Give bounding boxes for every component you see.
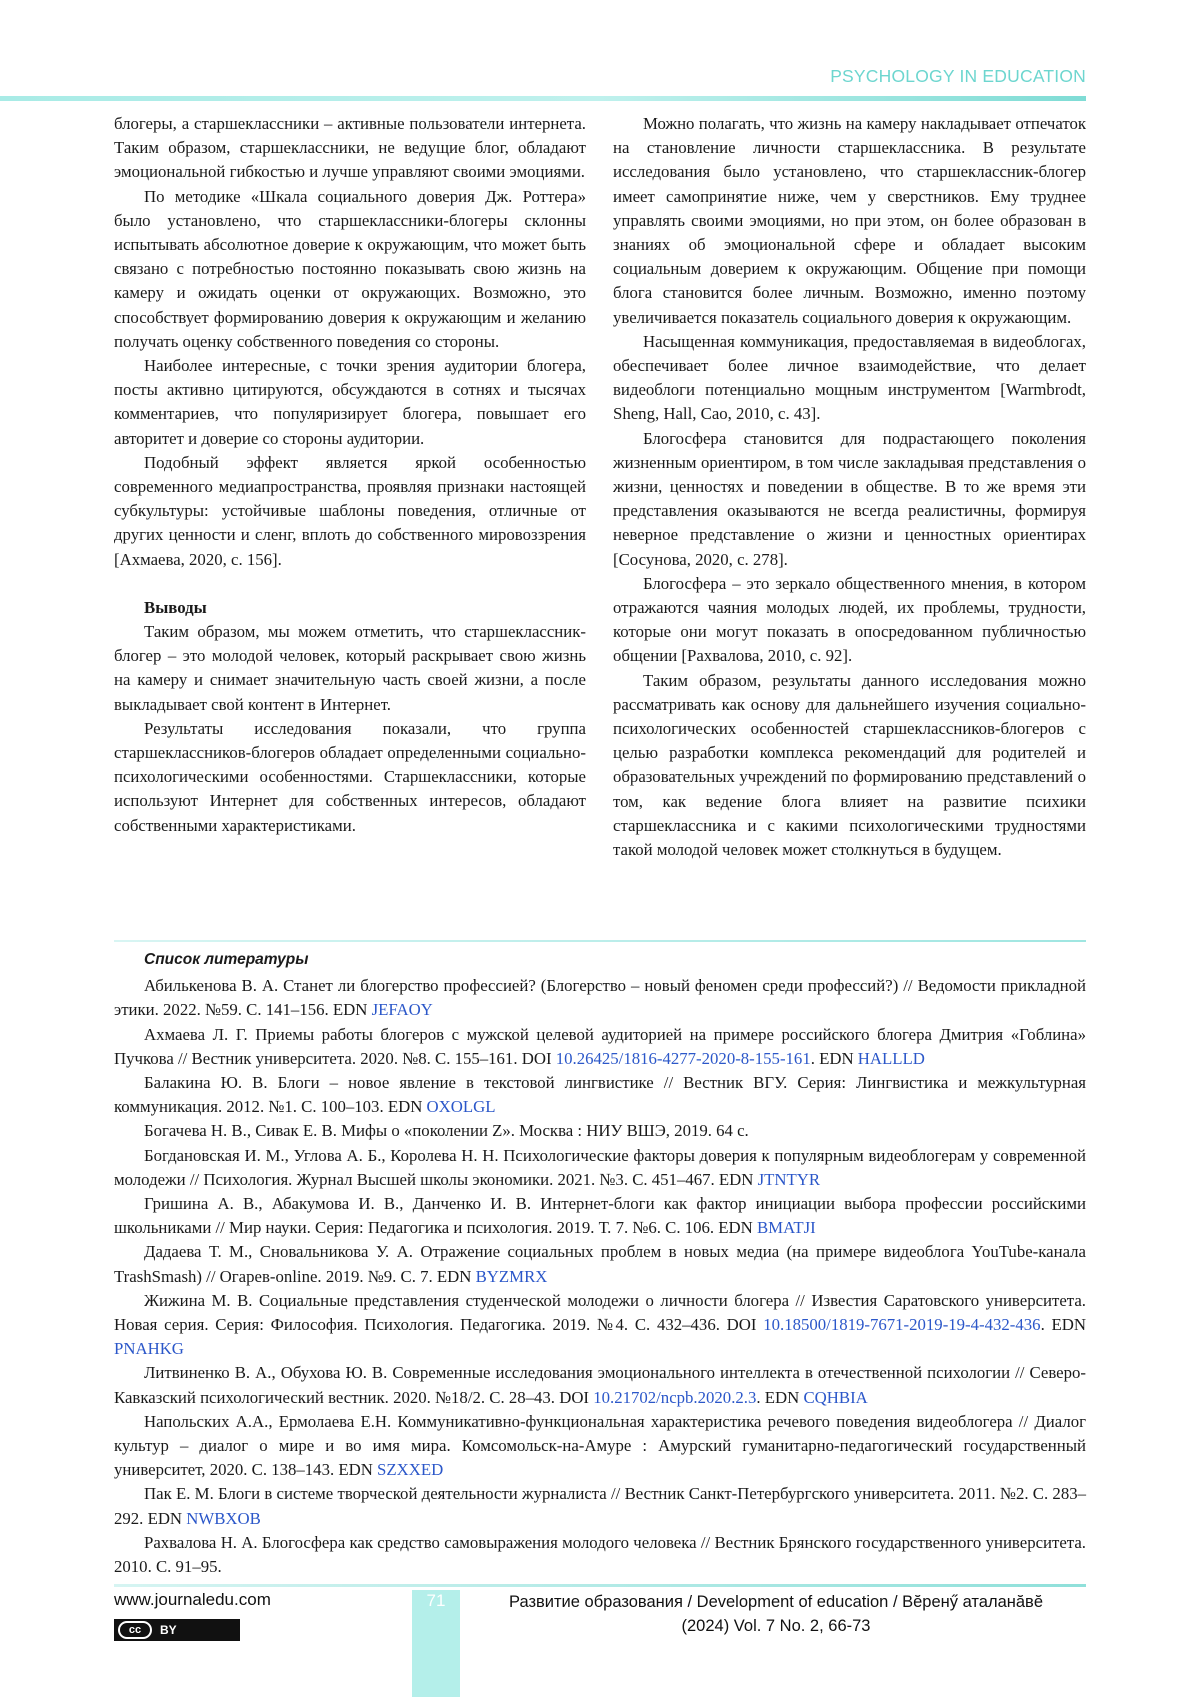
edn-link[interactable]: SZXXED — [377, 1460, 444, 1480]
journal-url[interactable]: www.journaledu.com — [114, 1590, 271, 1609]
paragraph: блогеры, а старшеклассники – активные пользователи интернета. Таким образом, старшеклассники, не ведущие блог, обладают эмоциональной гибкостью и лучше управляют своими эмоциями. — [114, 114, 586, 182]
reference-text: Дадаева Т. М., Сновальникова У. А. Отражение социальных проблем в новых медиа (на примере видеоблога YouTube-канала TrashSmash) // Огарев-online. 2019. №9. С. 7. EDN — [114, 1242, 1086, 1286]
paragraph: Блогосфера становится для подрастающего поколения жизненным ориентиром, в том числе закладывая представления о жизни, ценностях и поведении в обществе. В то же время эти представления оказываются не всегда реалистичны, формируя неверное представление о жизни и ценностных ориентирах [Сосунова, 2020, с. 278]. — [613, 428, 1086, 569]
reference-item — [114, 1289, 1086, 1362]
edn-link[interactable]: NWBXOB — [186, 1508, 261, 1528]
section-heading: Выводы — [144, 597, 207, 617]
right-column — [613, 112, 1086, 862]
spacer — [114, 572, 586, 596]
reference-item — [114, 1071, 1086, 1119]
reference-item — [114, 974, 1086, 1022]
reference-text: Богачева Н. В., Сивак Е. В. Мифы о «поколении Z». Москва : НИУ ВШЭ, 2019. 64 с. — [144, 1121, 749, 1141]
reference-item — [114, 1531, 1086, 1579]
reference-item — [114, 1144, 1086, 1192]
edn-link[interactable]: PNAHKG — [114, 1339, 184, 1359]
edn-link[interactable]: CQHBIA — [803, 1387, 868, 1407]
reference-text: Жижина М. В. Социальные представления студенческой молодежи о личности блогера // Известия Саратовского университета. Новая серия. Серия: Философия. Психология. Педагогика. 2019. №4. С. 432–436. DOI — [114, 1290, 1086, 1335]
reference-text: Рахвалова Н. А. Блогосфера как средство самовыражения молодого человека // Вестник Брянского государственного университета. 2010. С. 91–95. — [114, 1532, 1086, 1577]
edn-link[interactable]: JTNTYR — [757, 1169, 821, 1189]
reference-text: Абилькенова В. А. Станет ли блогерство профессией? (Блогерство – новый феномен среди профессий?) // Ведомости прикладной этики. 2022. №59. С. 141–156. EDN — [114, 976, 1086, 1020]
cc-by-license-badge[interactable] — [114, 1619, 240, 1641]
reference-text: Богдановская И. М., Углова А. Б., Королева Н. Н. Психологические факторы доверия к популярным видеоблогерам у современной молодежи // Психология. Журнал Высшей школы экономики. 2021. №3. С. 451–467. EDN — [114, 1145, 1086, 1189]
reference-text: Литвиненко В. А., Обухова Ю. В. Современные исследования эмоционального интеллекта в отечественной психологии // Северо-Кавказский психологический вестник. 2020. №18/2. С. 28–43. DOI — [114, 1363, 1086, 1407]
references-heading: Список литературы — [144, 951, 309, 968]
cc-icon: cc — [118, 1621, 152, 1639]
paragraph: Таким образом, мы можем отметить, что старшеклассник-блогер – это молодой человек, который раскрывает свою жизнь на камеру и снимает значительную часть своей жизни, а после выкладывает свой контент в Интернет. — [114, 622, 586, 714]
left-column — [114, 112, 586, 838]
reference-items — [114, 974, 1086, 1579]
by-label: BY — [160, 1623, 177, 1637]
paragraph: Результаты исследования показали, что группа старшеклассников-блогеров обладает определенными социально-психологическими особенностями. Старшеклассники, которые используют Интернет для собственных интересов, обладают собственными характеристиками. — [114, 718, 586, 835]
doi-link[interactable]: 10.21702/ncpb.2020.2.3 — [593, 1387, 757, 1407]
reference-item — [114, 1192, 1086, 1240]
reference-text: Балакина Ю. В. Блоги – новое явление в текстовой лингвистике // Вестник ВГУ. Серия: Лингвистика и межкультурная коммуникация. 2012. №1. С. 100–103. EDN — [114, 1073, 1086, 1117]
doi-link[interactable]: 10.26425/1816-4277-2020-8-155-161 — [555, 1048, 811, 1068]
reference-item — [114, 1119, 1086, 1143]
paragraph: Таким образом, результаты данного исследования можно рассматривать как основу для дальнейшего изучения социально-психологических особенностей старшеклассников-блогеров с целью разработки комплекса рекомендаций для родителей и образовательных учреждений по формированию представлений о том, как ведение блога влияет на развитие психики старшеклассника и с какими психологическими трудностями такой молодой человек может столкнуться в будущем. — [613, 670, 1086, 860]
reference-item — [114, 1482, 1086, 1530]
paragraph: Наиболее интересные, с точки зрения аудитории блогера, посты активно цитируются, обсуждаются в сотнях и тысячах комментариев, что популяризирует блогера, повышает его авторитет и доверие со стороны аудитории. — [114, 356, 586, 448]
reference-text: . EDN — [756, 1387, 804, 1407]
footer-rule — [114, 1584, 1086, 1587]
paragraph: Можно полагать, что жизнь на камеру накладывает отпечаток на становление личности старшеклассника. В результате исследования было установлено, что старшеклассник-блогер имеет самопринятие ниже, чем у сверстников. Ему труднее управлять своими эмоциями, но при этом, он более образован в знаниях об эмоциональной сфере и обладает высоким социальным доверием к окружающим. Общение при помощи блога становится более личным. Возможно, именно поэтому увеличивается показатель социального доверия к окружающим. — [613, 114, 1086, 327]
section-divider — [114, 940, 1086, 942]
reference-text: Пак Е. М. Блоги в системе творческой деятельности журналиста // Вестник Санкт-Петербургского университета. 2011. №2. С. 283–292. EDN — [114, 1484, 1086, 1528]
reference-item — [114, 1240, 1086, 1288]
page-number: 71 — [426, 1591, 446, 1610]
header-rule — [0, 96, 1086, 101]
edn-link[interactable]: JEFAOY — [371, 1000, 433, 1020]
edn-link[interactable]: HALLLD — [857, 1048, 925, 1068]
reference-text: Напольских А.А., Ермолаева Е.Н. Коммуникативно-функциональная характеристика речевого поведения видеоблогера // Диалог культур – диалог о мире и во имя мира. Комсомольск-на-Амуре : Амурский гуманитарно-педагогический государственный университет, 2020. С. 138–143. EDN — [114, 1411, 1086, 1480]
reference-item — [114, 1023, 1086, 1071]
reference-text: . EDN — [1040, 1315, 1086, 1335]
paragraph: Блогосфера – это зеркало общественного мнения, в котором отражаются чаяния молодых людей, их проблемы, трудности, которые они могут показать в опосредованном публичностью общении [Рахвалова, 2010, с. 92]. — [613, 573, 1086, 666]
journal-volume: (2024) Vol. 7 No. 2, 66-73 — [681, 1617, 871, 1635]
reference-text: Гришина А. В., Абакумова И. В., Данченко И. В. Интернет-блоги как фактор инициации выбора профессии российскими школьниками // Мир науки. Серия: Педагогика и психология. 2019. Т. 7. №6. С. 106. EDN — [114, 1194, 1086, 1238]
journal-section-title: PSYCHOLOGY IN EDUCATION — [830, 66, 1086, 86]
paragraph: Насыщенная коммуникация, предоставляемая в видеоблогах, обеспечивает более личное взаимодействие, что делает видеоблоги потенциально мощным инструментом [Warmbrodt, Sheng, Hall, Cao, 2010, с. 43]. — [613, 331, 1086, 424]
reference-text: Ахмаева Л. Г. Приемы работы блогеров с мужской целевой аудиторией на примере российского блогера Дмитрия «Гоблина» Пучкова // Вестник университета. 2020. №8. С. 155–161. DOI — [114, 1024, 1086, 1068]
journal-citation — [470, 1590, 1082, 1638]
reference-item — [114, 1410, 1086, 1483]
edn-link[interactable]: OXOLGL — [426, 1097, 496, 1117]
edn-link[interactable]: BYZMRX — [475, 1266, 548, 1286]
paragraph: По методике «Шкала социального доверия Дж. Роттера» было установлено, что старшеклассники-блогеры склонны испытывать абсолютное доверие к окружающим, что может быть связано с потребностью постоянно показывать свою жизнь на камеру и ожидать оценки от окружающих. Возможно, это способствует формированию доверия к окружающим и желанию получать оценку собственного поведения со стороны. — [114, 186, 586, 351]
paragraph: Подобный эффект является яркой особенностью современного медиапространства, проявляя признаки настоящей субкультуры: устойчивые шаблоны поведения, отличные от других ценности и сленг, вплоть до собственного мировоззрения [Ахмаева, 2020, с. 156]. — [114, 452, 586, 569]
edn-link[interactable]: BMATJI — [756, 1218, 816, 1238]
reference-item — [114, 1361, 1086, 1409]
doi-link[interactable]: 10.18500/1819-7671-2019-19-4-432-436 — [763, 1315, 1041, 1335]
reference-list — [114, 948, 1086, 1579]
journal-name: Развитие образования / Development of education / Вĕренӳ аталанăвĕ — [509, 1593, 1043, 1611]
reference-text: . EDN — [810, 1048, 858, 1068]
